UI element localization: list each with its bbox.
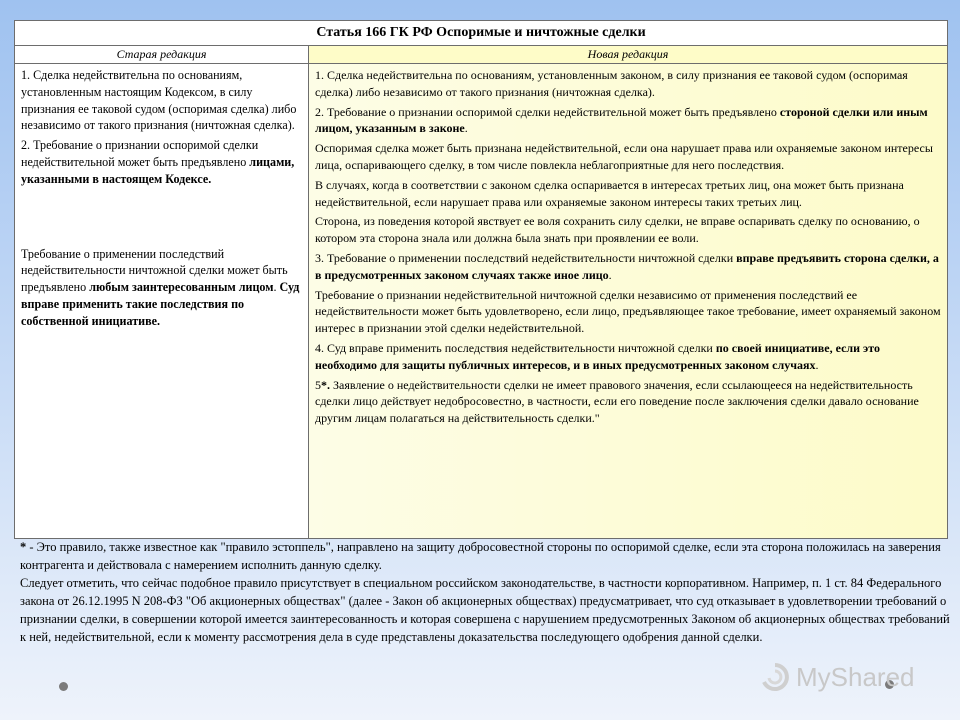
- table-body-row: [15, 64, 947, 538]
- new-paragraph-4: В случаях, когда в соответствии с законом сделка оспаривается в интересах третьих лиц, она может быть признана недействительной, если нарушает права или охраняемые законом интересы таких третьих лиц.: [315, 177, 904, 209]
- new-paragraph-5: Сторона, из поведения которой явствует ее воля сохранить силу сделки, не вправе оспаривать сделку по основанию, о котором эта сторона знала или должна была знать при проявлении ее воли.: [315, 214, 920, 246]
- new-paragraph-9: 5*. Заявление о недействительности сделки не имеет правового значения, если ссылающееся на недействительность сделки лицо действует недобросовестно, в частности, если его поведение после заключения сделки давало основание другим лицам полагаться на действительность сделки.": [315, 377, 919, 426]
- new-edition-cell: [309, 64, 947, 538]
- new-paragraph-2: 2. Требование о признании оспоримой сделки недействительной может быть предъявлено стороной сделки или иным лицом, указанным в законе.: [315, 104, 928, 136]
- new-paragraph-6: 3. Требование о применении последствий недействительности ничтожной сделки вправе предъявить сторона сделки, а в предусмотренных законом случаях также иное лицо.: [315, 250, 939, 282]
- old-edition-cell: [15, 64, 309, 538]
- old-paragraph-2: 2. Требование о признании оспоримой сделки недействительной может быть предъявлено лицами, указанными в настоящем Кодексе.: [21, 138, 295, 186]
- slide-bullet-left: [59, 682, 68, 691]
- new-paragraph-8: 4. Суд вправе применить последствия недействительности ничтожной сделки по своей инициативе, если это необходимо для защиты публичных интересов, и в иных предусмотренных законом случаях.: [315, 340, 880, 372]
- new-paragraph-1: 1. Сделка недействительна по основаниям, установленным законом, в силу признания ее таковой судом (оспоримая сделка) либо независимо от такого признания (ничтожная сделка).: [315, 68, 908, 99]
- new-paragraph-3: Оспоримая сделка может быть признана недействительной, если она нарушает права или охраняемые законом интересы лица, оспаривающего сделку, в том числе повлекла неблагоприятные для него последствия.: [315, 141, 933, 172]
- new-paragraph-7: Требование о признании недействительной ничтожной сделки независимо от применения последствий ее недействительности может быть удовлетворено, если лицо, предъявляющее такое требование, имеет охраняемый законом интерес в признании этой сделки недействительной.: [315, 287, 941, 336]
- header-old-edition: Старая редакция: [15, 46, 309, 63]
- table-title: Статья 166 ГК РФ Оспоримые и ничтожные сделки: [15, 21, 947, 46]
- table-header-row: [15, 46, 947, 64]
- old-paragraph-3: Требование о применении последствий недействительности ничтожной сделки может быть предъявлено любым заинтересованным лицом. Суд вправе применить такие последствия по собственной инициативе.: [21, 246, 300, 328]
- old-paragraph-1: 1. Сделка недействительна по основаниям, установленным настоящим Кодексом, в силу признания ее таковой судом (оспоримая сделка) либо независимо от такого признания (ничтожная сделка).: [21, 68, 297, 133]
- logo-icon: [760, 662, 790, 692]
- footnote-paragraph-2: Следует отметить, что сейчас подобное правило присутствует в специальном российском законодательстве, в частности корпоративном. Например, п. 1 ст. 84 Федерального закона от 26.12.1995 N 208-ФЗ "Об акционерных обществах" (далее - Закон об акционерных обществах) предусматривает, что суд отказывает в удовлетворении требований о признании сделки, в совершении которой имеется заинтересованность и которая совершена с нарушением предусмотренных Законом об акционерных обществах требований к ней, недействительной, если к моменту рассмотрения дела в суде представлены доказательства последующего одобрения данной сделки.: [20, 576, 950, 644]
- footnote-paragraph-1: * - Это правило, также известное как "правило эстоппель", направлено на защиту добросовестной стороны по оспоримой сделке, если эта сторона положилась на заверения контрагента и действовала с намерением исполнить данную сделку.: [20, 540, 941, 572]
- watermark-logo: [760, 662, 915, 692]
- footnote: [20, 538, 950, 646]
- comparison-table: [14, 20, 948, 539]
- header-new-edition: Новая редакция: [309, 46, 947, 63]
- watermark-text: MyShared: [796, 661, 915, 692]
